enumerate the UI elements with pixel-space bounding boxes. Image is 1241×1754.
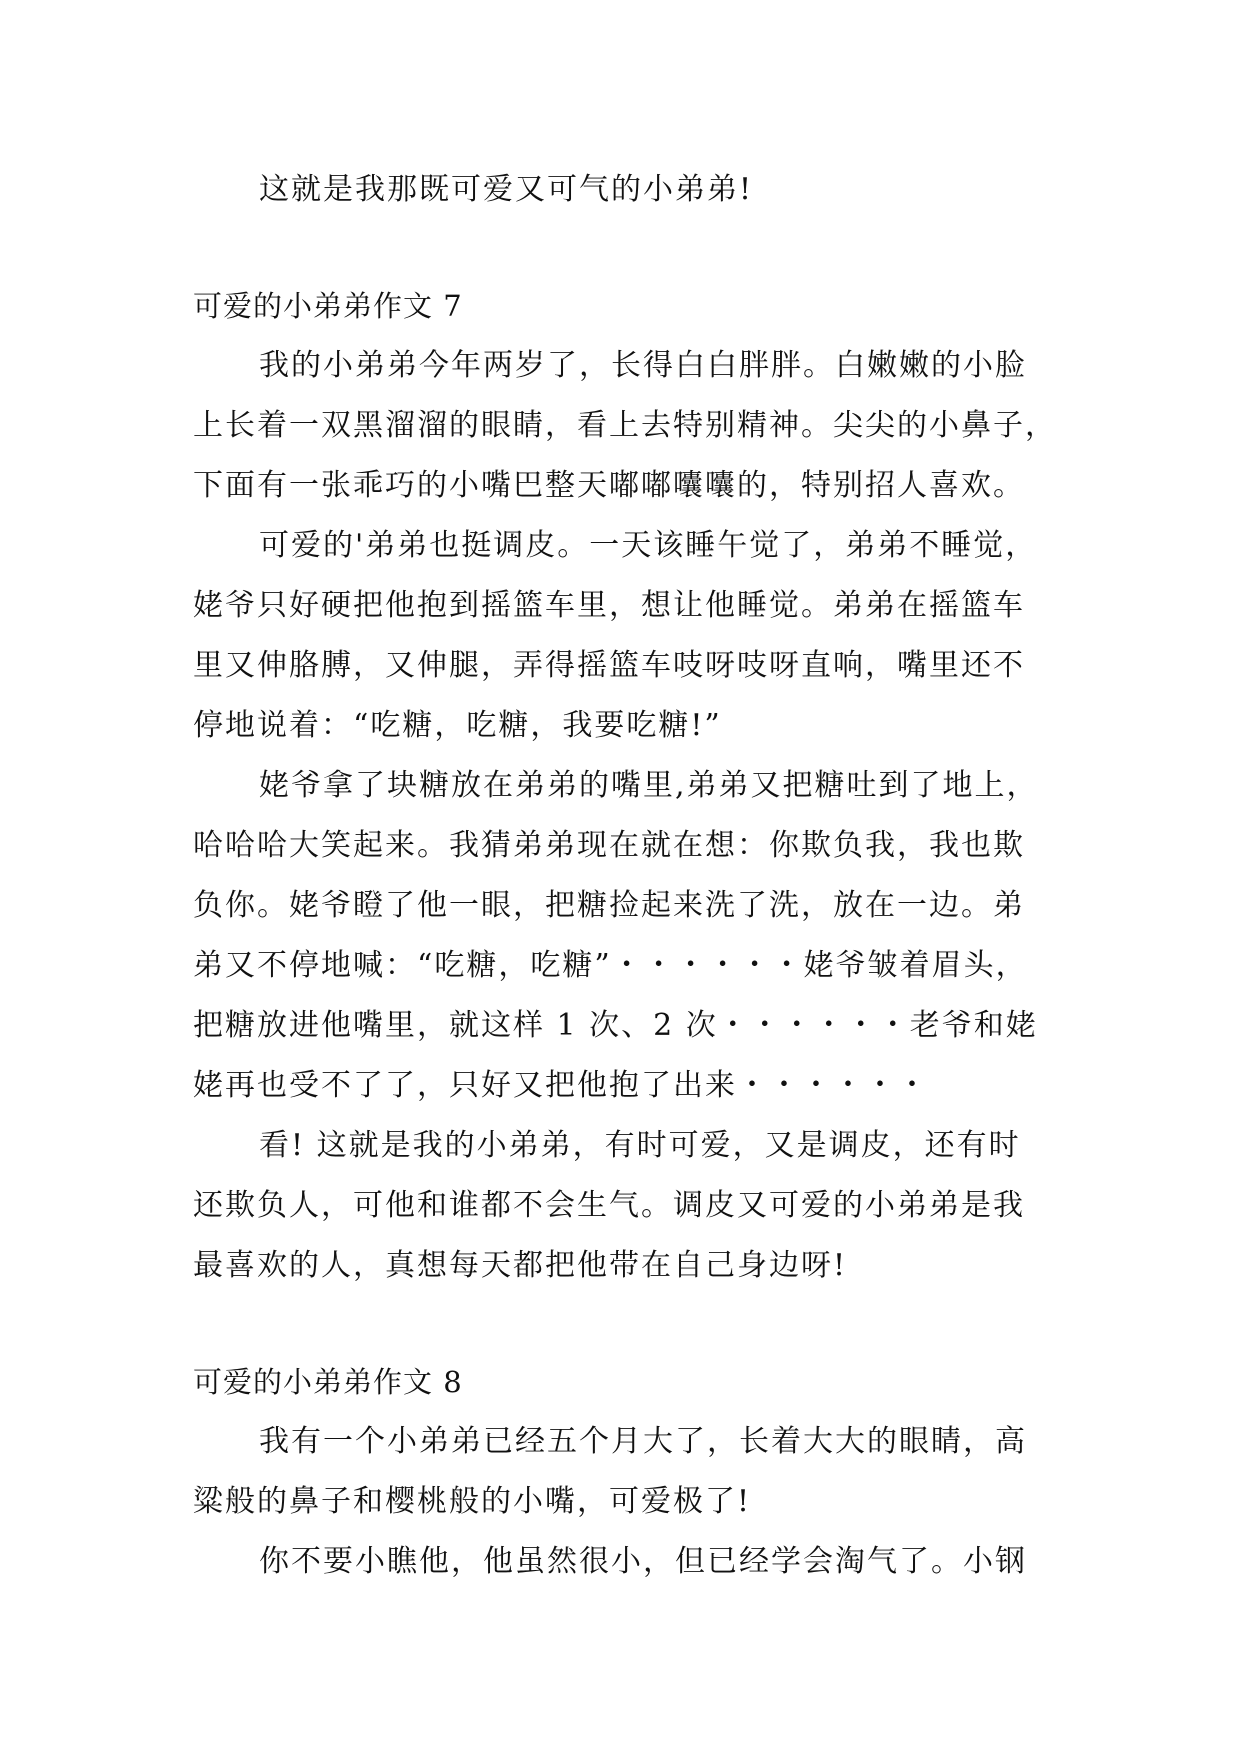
section-gap [193, 220, 1053, 276]
essay7-line-16: 最喜欢的人，真想每天都把他带在自己身边呀! [193, 1248, 848, 1283]
essay7-line-12: 把糖放进他嘴里，就这样 1 次、2 次・・・・・・老爷和姥 [193, 1008, 1038, 1043]
essay8-title: 可爱的小弟弟作文 8 [193, 1365, 463, 1399]
essay7-title: 可爱的小弟弟作文 7 [193, 289, 463, 323]
essay7-line-7: 停地说着：“吃糖，吃糖，我要吃糖!” [193, 708, 722, 743]
essay7-line-8: 姥爷拿了块糖放在弟弟的嘴里,弟弟又把糖吐到了地上， [259, 768, 1039, 803]
essay7-line-5: 姥爷只好硬把他抱到摇篮车里，想让他睡觉。弟弟在摇篮车 [193, 588, 1025, 623]
essay7-line-1: 我的小弟弟今年两岁了，长得白白胖胖。白嫩嫩的小脸 [259, 348, 1027, 383]
essay7-line-11: 弟又不停地喊：“吃糖，吃糖”・・・・・・姥爷皱着眉头， [193, 948, 1028, 983]
essay7-line-2: 上长着一双黑溜溜的眼睛，看上去特别精神。尖尖的小鼻子， [193, 408, 1057, 443]
closing-sentence: 这就是我那既可爱又可气的小弟弟! [259, 172, 754, 207]
document-body [193, 160, 1057, 1592]
essay7-line-14: 看! 这就是我的小弟弟，有时可爱，又是调皮，还有时 [259, 1128, 1021, 1163]
essay8-line-2: 粱般的鼻子和樱桃般的小嘴，可爱极了! [193, 1484, 752, 1519]
essay7-line-9: 哈哈哈大笑起来。我猜弟弟现在就在想：你欺负我，我也欺 [193, 828, 1025, 863]
essay7-line-10: 负你。姥爷瞪了他一眼，把糖捡起来洗了洗，放在一边。弟 [193, 888, 1025, 923]
essay7-line-4: 可爱的'弟弟也挺调皮。一天该睡午觉了，弟弟不睡觉， [259, 528, 1038, 563]
essay7-line-15: 还欺负人，可他和谁都不会生气。调皮又可爱的小弟弟是我 [193, 1188, 1025, 1223]
essay8-line-3: 你不要小瞧他，他虽然很小，但已经学会淘气了。小钢 [259, 1544, 1027, 1579]
section-gap [193, 1296, 1053, 1352]
essay7-line-13: 姥再也受不了了，只好又把他抱了出来・・・・・・ [193, 1068, 929, 1103]
essay8-line-1: 我有一个小弟弟已经五个月大了，长着大大的眼睛，高 [259, 1424, 1027, 1459]
essay7-line-6: 里又伸胳膊，又伸腿，弄得摇篮车吱呀吱呀直响，嘴里还不 [193, 648, 1025, 683]
essay7-line-3: 下面有一张乖巧的小嘴巴整天嘟嘟囔囔的，特别招人喜欢。 [193, 468, 1025, 503]
